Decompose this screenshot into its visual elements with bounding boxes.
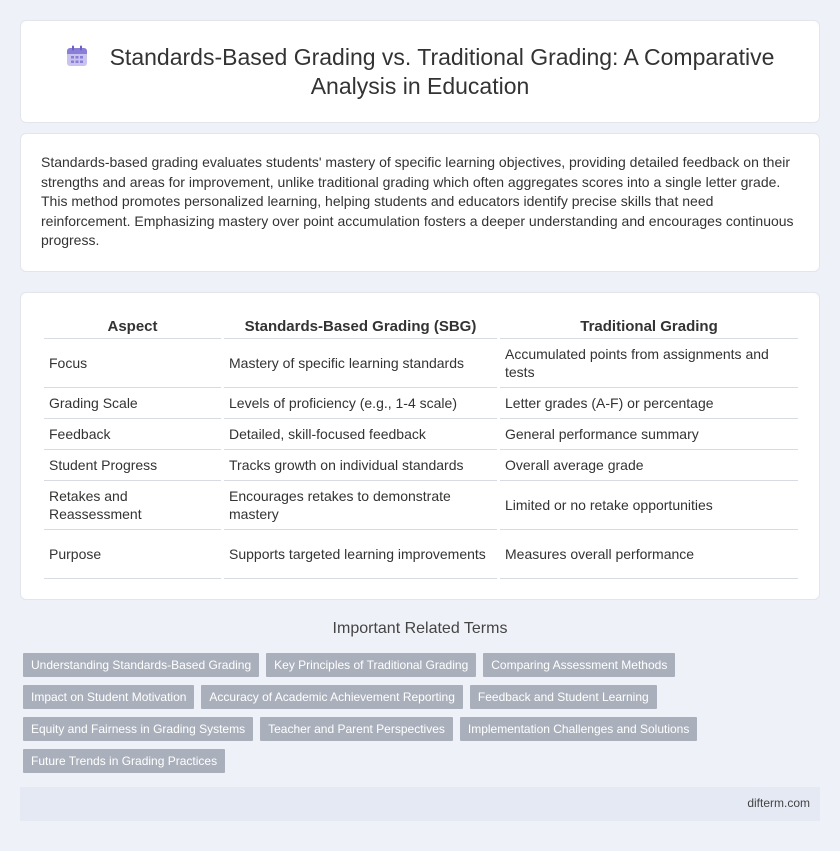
tag-link[interactable]: Accuracy of Academic Achievement Reporting [201, 685, 462, 709]
table-row [44, 388, 798, 419]
table-row [44, 481, 798, 530]
cell-aspect: Purpose [44, 530, 221, 579]
tag-link[interactable]: Impact on Student Motivation [23, 685, 194, 709]
cell-sbg: Supports targeted learning improvements [224, 530, 497, 579]
tag-link[interactable]: Implementation Challenges and Solutions [460, 717, 697, 741]
cell-traditional: Accumulated points from assignments and tests [500, 339, 798, 388]
cell-traditional: Overall average grade [500, 450, 798, 481]
cell-sbg: Mastery of specific learning standards [224, 339, 497, 388]
cell-traditional: Letter grades (A-F) or percentage [500, 388, 798, 419]
table-row [44, 419, 798, 450]
comparison-table-card [20, 292, 820, 600]
cell-traditional: Limited or no retake opportunities [500, 481, 798, 530]
tag-link[interactable]: Feedback and Student Learning [470, 685, 657, 709]
tag-link[interactable]: Equity and Fairness in Grading Systems [23, 717, 253, 741]
cell-aspect: Retakes and Reassessment [44, 481, 221, 530]
cell-sbg: Detailed, skill-focused feedback [224, 419, 497, 450]
cell-traditional: General performance summary [500, 419, 798, 450]
header-card [20, 20, 820, 123]
tag-link[interactable]: Future Trends in Grading Practices [23, 749, 225, 773]
tag-link[interactable]: Understanding Standards-Based Grading [23, 653, 259, 677]
page-title: Standards-Based Grading vs. Traditional Grading: A Comparative Analysis in Education [109, 44, 775, 99]
intro-card [20, 133, 820, 272]
related-terms-title: Important Related Terms [332, 620, 508, 637]
cell-traditional: Measures overall performance [500, 530, 798, 579]
cell-sbg: Levels of proficiency (e.g., 1-4 scale) [224, 388, 497, 419]
table-row [44, 530, 798, 579]
tag-row [23, 717, 803, 741]
tag-link[interactable]: Comparing Assessment Methods [483, 653, 675, 677]
related-terms-tags [23, 653, 803, 781]
tag-link[interactable]: Key Principles of Traditional Grading [266, 653, 476, 677]
tag-row [23, 749, 803, 773]
tag-row [23, 653, 803, 677]
calendar-icon [66, 45, 88, 67]
page-title-heading [51, 43, 789, 101]
cell-aspect: Student Progress [44, 450, 221, 481]
tag-row [23, 685, 803, 709]
tag-link[interactable]: Teacher and Parent Perspectives [260, 717, 453, 741]
table-header-row [44, 315, 798, 339]
footer-site-link[interactable]: difterm.com [747, 796, 810, 810]
intro-paragraph: Standards-based grading evaluates students' mastery of specific learning objectives, providing detailed feedback on their strengths and areas for improvement, unlike traditional grading which often aggregates scores into a single letter grade. This method promotes personalized learning, helping students and educators identify precise skills that need reinforcement. Emphasizing mastery over point accumulation fosters a deeper understanding and encourages continuous progress. [41, 154, 794, 248]
cell-sbg: Tracks growth on individual standards [224, 450, 497, 481]
header [51, 43, 789, 101]
footer [20, 787, 820, 821]
comparison-table [41, 315, 801, 579]
cell-aspect: Feedback [44, 419, 221, 450]
cell-aspect: Grading Scale [44, 388, 221, 419]
header-aspect: Aspect [44, 315, 221, 339]
table-row [44, 450, 798, 481]
header-sbg: Standards-Based Grading (SBG) [224, 315, 497, 339]
cell-sbg: Encourages retakes to demonstrate mastery [224, 481, 497, 530]
table-row [44, 339, 798, 388]
header-traditional: Traditional Grading [500, 315, 798, 339]
cell-aspect: Focus [44, 339, 221, 388]
